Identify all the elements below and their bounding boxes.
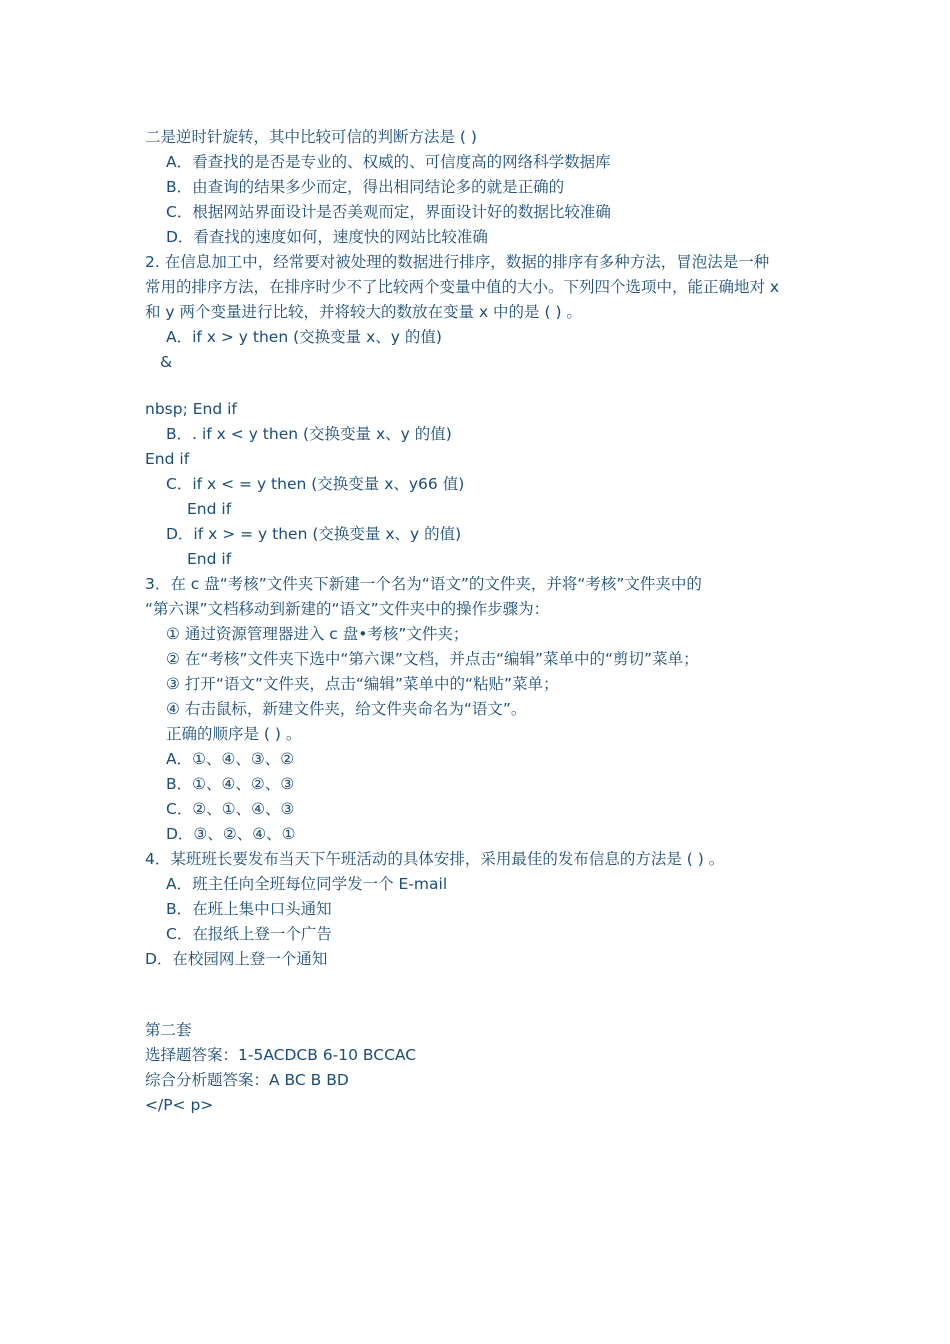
q3-step-2: ② 在“考核”文件夹下选中“第六课”文档，并点击“编辑”菜单中的“剪切”菜单； (166, 650, 699, 668)
q2-option-d-end: End if (187, 550, 232, 568)
q3-step-4: ④ 右击鼠标，新建文件夹，给文件夹命名为“语文”。 (166, 700, 527, 718)
q4-option-b: B．在班上集中口头通知 (166, 900, 332, 918)
q1-option-d: D．看查找的速度如何，速度快的网站比较准确 (166, 228, 488, 246)
q2-option-b-end: End if (145, 450, 190, 468)
q2-option-b: B．. if x < y then (交换变量 x、y 的值) (166, 425, 452, 443)
q4-option-a: A．班主任向全班每位同学发一个 E-mail (166, 875, 448, 893)
q3-option-a: A．①、④、③、② (166, 750, 295, 768)
q4-option-d: D．在校园网上登一个通知 (145, 950, 328, 968)
q3-order-prompt: 正确的顺序是 ( ) 。 (166, 725, 302, 743)
q3-option-b: B．①、④、②、③ (166, 775, 295, 793)
q1-option-b: B．由查询的结果多少而定，得出相同结论多的就是正确的 (166, 178, 565, 196)
question-3-stem-line-2: “第六课”文档移动到新建的“语文”文件夹中的操作步骤为： (145, 600, 550, 618)
question-2-stem-line-2: 常用的排序方法，在排序时少不了比较两个变量中值的大小。下列四个选项中，能正确地对 x (145, 278, 780, 296)
q1-option-c: C．根据网站界面设计是否美观而定，界面设计好的数据比较准确 (166, 203, 611, 221)
q4-option-c: C．在报纸上登一个广告 (166, 925, 332, 943)
question-1-continuation: 二是逆时针旋转，其中比较可信的判断方法是 ( ) (145, 128, 477, 146)
html-entity-fragment-nbsp: nbsp; End if (145, 400, 237, 418)
q1-option-a: A．看查找的是否是专业的、权威的、可信度高的网络科学数据库 (166, 153, 611, 171)
choice-answers: 选择题答案：1-5ACDCB 6-10 BCCAC (145, 1046, 417, 1064)
q3-step-1: ① 通过资源管理器进入 c 盘•考核”文件夹； (166, 625, 469, 643)
html-entity-fragment-amp: & (160, 353, 173, 371)
analysis-answers: 综合分析题答案：A BC B BD (145, 1071, 349, 1089)
q2-option-a: A．if x > y then (交换变量 x、y 的值) (166, 328, 442, 346)
q3-option-d: D．③、②、④、① (166, 825, 296, 843)
set-two-heading: 第二套 (145, 1021, 192, 1039)
question-2-stem-line-1: 2. 在信息加工中，经常要对被处理的数据进行排序，数据的排序有多种方法，冒泡法是一种 (145, 253, 770, 271)
question-3-stem-line-1: 3．在 c 盘“考核”文件夹下新建一个名为“语文”的文件夹，并将“考核”文件夹中的 (145, 575, 702, 593)
q2-option-d: D．if x > = y then (交换变量 x、y 的值) (166, 525, 462, 543)
q2-option-c: C．if x < = y then (交换变量 x、y66 值) (166, 475, 465, 493)
q2-option-c-end: End if (187, 500, 232, 518)
q3-option-c: C．②、①、④、③ (166, 800, 295, 818)
question-2-stem-line-3: 和 y 两个变量进行比较，并将较大的数放在变量 x 中的是 ( ) 。 (145, 303, 582, 321)
question-4-stem: 4．某班班长要发布当天下午班活动的具体安排，采用最佳的发布信息的方法是 ( ) 。 (145, 850, 725, 868)
q3-step-3: ③ 打开“语文”文件夹，点击“编辑”菜单中的“粘贴”菜单； (166, 675, 559, 693)
html-tag-fragment: </P< p> (145, 1096, 214, 1114)
